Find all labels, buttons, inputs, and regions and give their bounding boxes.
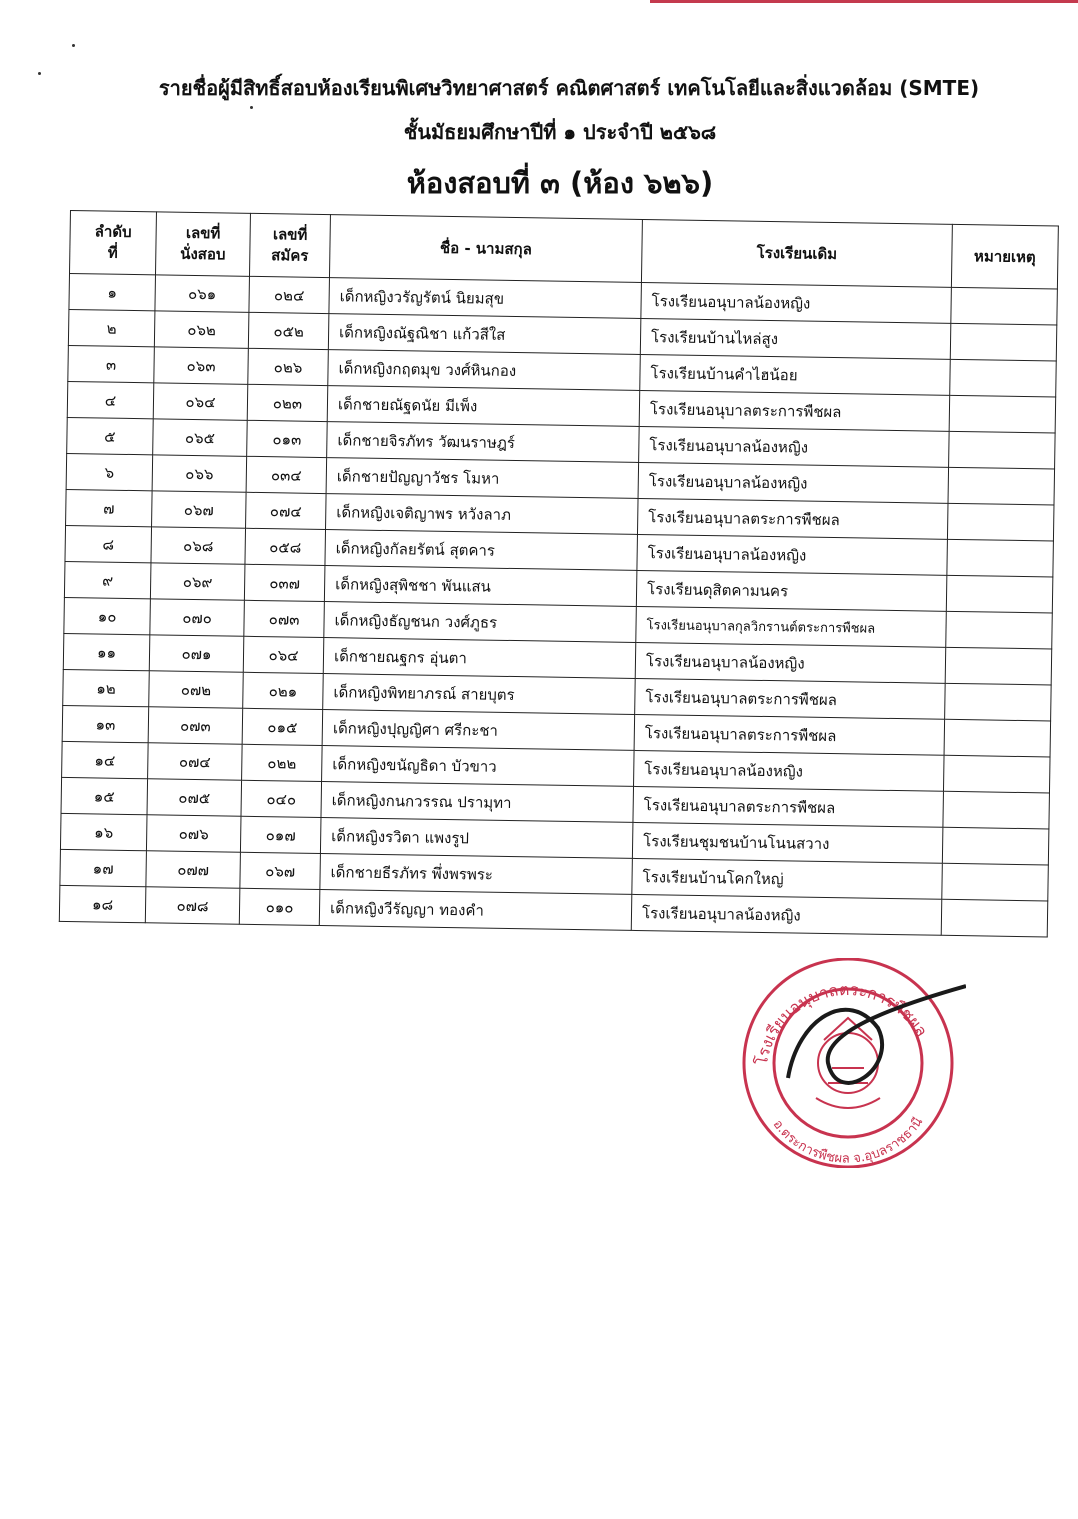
header-app-line2: สมัคร bbox=[271, 246, 309, 265]
cell-former-school: โรงเรียนบ้านคำไฮน้อย bbox=[640, 354, 951, 395]
cell-student-name: เด็กหญิงธัญชนก วงศ์ภูธร bbox=[324, 602, 637, 643]
cell-seat-number: ๐๖๙ bbox=[150, 563, 245, 600]
cell-former-school: โรงเรียนบ้านโคกใหญ่ bbox=[632, 858, 943, 899]
cell-student-name: เด็กหญิงขนัญธิดา บัวขาว bbox=[322, 746, 635, 787]
cell-remark bbox=[943, 791, 1050, 829]
header-name: ชื่อ - นามสกุล bbox=[329, 215, 642, 283]
cell-remark bbox=[941, 899, 1048, 937]
cell-remark bbox=[945, 683, 1052, 721]
cell-order: ๓ bbox=[68, 345, 155, 382]
cell-remark bbox=[947, 539, 1054, 577]
cell-remark bbox=[945, 647, 1052, 685]
cell-application-number: ๐๑๐ bbox=[239, 888, 320, 925]
cell-application-number: ๐๗๔ bbox=[246, 492, 327, 529]
header-remark: หมายเหตุ bbox=[951, 224, 1058, 289]
header-order-line1: ลำดับ bbox=[94, 222, 132, 241]
cell-order: ๙ bbox=[64, 561, 151, 598]
cell-seat-number: ๐๖๔ bbox=[153, 383, 248, 420]
exam-room-heading: ห้องสอบที่ ๓ (ห้อง ๖๒๖) bbox=[406, 166, 714, 200]
cell-student-name: เด็กหญิงรวิตา แพงรูป bbox=[320, 818, 633, 859]
signature-stroke bbox=[788, 986, 966, 1083]
cell-former-school: โรงเรียนอนุบาลน้องหญิง bbox=[635, 642, 946, 683]
header-app-line1: เลขที่ bbox=[272, 225, 308, 244]
cell-order: ๑๒ bbox=[63, 669, 150, 706]
cell-student-name: เด็กหญิงกัลยรัตน์ สุตคาร bbox=[325, 530, 638, 571]
cell-seat-number: ๐๗๗ bbox=[146, 851, 241, 888]
cell-student-name: เด็กหญิงกฤตมุข วงศ์หินกอง bbox=[328, 350, 641, 391]
cell-student-name: เด็กชายณฐกร อุ่นตา bbox=[323, 638, 636, 679]
cell-student-name: เด็กชายณัฐดนัย มีเพ็ง bbox=[327, 386, 640, 427]
cell-remark bbox=[950, 359, 1057, 397]
cell-order: ๘ bbox=[65, 525, 152, 562]
student-table bbox=[59, 210, 1059, 937]
cell-order: ๖ bbox=[66, 453, 153, 490]
cell-former-school: โรงเรียนอนุบาลตระการพืชผล bbox=[637, 498, 948, 539]
cell-remark bbox=[947, 503, 1054, 541]
cell-application-number: ๐๓๔ bbox=[246, 456, 327, 493]
cell-order: ๕ bbox=[67, 417, 154, 454]
cell-application-number: ๐๒๔ bbox=[249, 276, 330, 313]
cell-former-school: โรงเรียนอนุบาลน้องหญิง bbox=[638, 462, 949, 503]
cell-student-name: เด็กหญิงวีรัญญา ทองคำ bbox=[319, 890, 632, 931]
cell-seat-number: ๐๗๔ bbox=[148, 743, 243, 780]
cell-former-school: โรงเรียนอนุบาลตระการพืชผล bbox=[634, 714, 945, 755]
cell-student-name: เด็กหญิงเจติญาพร หวังลาภ bbox=[326, 494, 639, 535]
cell-remark bbox=[951, 287, 1058, 325]
cell-order: ๑๖ bbox=[60, 813, 147, 850]
cell-seat-number: ๐๗๒ bbox=[149, 671, 244, 708]
cell-former-school: โรงเรียนอนุบาลน้องหญิง bbox=[631, 894, 942, 935]
cell-former-school: โรงเรียนอนุบาลน้องหญิง bbox=[637, 534, 948, 575]
cell-order: ๑ bbox=[69, 274, 156, 311]
cell-order: ๗ bbox=[66, 489, 153, 526]
seal-text-top-path: โรงเรียนอนุบาลตระการพืชผล bbox=[751, 979, 932, 1067]
header-seat-line2: นั่งสอบ bbox=[180, 244, 226, 264]
student-table-wrapper bbox=[59, 210, 1058, 937]
cell-application-number: ๐๒๒ bbox=[242, 744, 323, 781]
cell-application-number: ๐๒๓ bbox=[247, 384, 328, 421]
cell-seat-number: ๐๖๗ bbox=[152, 491, 247, 528]
cell-remark bbox=[942, 827, 1049, 865]
cell-former-school: โรงเรียนอนุบาลตระการพืชผล bbox=[633, 786, 944, 827]
cell-seat-number: ๐๗๕ bbox=[147, 779, 242, 816]
speck bbox=[38, 72, 41, 75]
top-edge-mark bbox=[650, 0, 1078, 3]
header-order-line2: ที่ bbox=[107, 243, 118, 262]
header-seat-number bbox=[155, 212, 250, 276]
cell-remark bbox=[950, 323, 1057, 361]
cell-student-name: เด็กชายธีรภัทร พึ่งพรพระ bbox=[320, 854, 633, 895]
cell-application-number: ๐๗๓ bbox=[244, 600, 325, 637]
cell-application-number: ๐๓๗ bbox=[244, 564, 325, 601]
cell-remark bbox=[949, 431, 1056, 469]
cell-application-number: ๐๒๑ bbox=[243, 672, 324, 709]
cell-order: ๒ bbox=[68, 309, 155, 346]
cell-order: ๑๐ bbox=[64, 597, 151, 634]
header-school: โรงเรียนเดิม bbox=[641, 219, 952, 287]
cell-former-school: โรงเรียนอนุบาลตระการพืชผล bbox=[635, 678, 946, 719]
cell-seat-number: ๐๖๕ bbox=[153, 419, 248, 456]
cell-former-school: โรงเรียนดุสิตคามนคร bbox=[636, 570, 947, 611]
cell-former-school: โรงเรียนชุมชนบ้านโนนสวาง bbox=[632, 822, 943, 863]
header-application-number bbox=[249, 213, 330, 277]
seal-text-bottom-path: อ.ตระการพืชผล จ.อุบลราชธานี bbox=[769, 1114, 927, 1167]
cell-student-name: เด็กชายจิรภัทร วัฒนราษฎร์ bbox=[327, 422, 640, 463]
seal-text-bottom bbox=[770, 1114, 927, 1166]
cell-former-school: โรงเรียนอนุบาลกุลวิกรานต์ตระการพืชผล bbox=[636, 606, 947, 647]
cell-remark bbox=[948, 467, 1055, 505]
school-seal bbox=[728, 958, 966, 1168]
cell-former-school: โรงเรียนอนุบาลน้องหญิง bbox=[641, 282, 952, 323]
cell-seat-number: ๐๗๘ bbox=[145, 887, 240, 924]
cell-student-name: เด็กชายปัญญาวัชร โมหา bbox=[326, 458, 639, 499]
cell-student-name: เด็กหญิงณัฐณิชา แก้วสีใส bbox=[328, 314, 641, 355]
cell-application-number: ๐๕๒ bbox=[248, 312, 329, 349]
cell-remark bbox=[949, 395, 1056, 433]
cell-order: ๑๓ bbox=[62, 705, 149, 742]
cell-application-number: ๐๑๗ bbox=[240, 816, 321, 853]
cell-former-school: โรงเรียนบ้านไหล่สูง bbox=[640, 318, 951, 359]
cell-seat-number: ๐๖๑ bbox=[155, 275, 250, 312]
header-seat-line1: เลขที่ bbox=[185, 223, 221, 243]
cell-application-number: ๐๒๖ bbox=[248, 348, 329, 385]
cell-seat-number: ๐๗๓ bbox=[148, 707, 243, 744]
cell-remark bbox=[944, 719, 1051, 757]
cell-seat-number: ๐๖๒ bbox=[154, 311, 249, 348]
header-order bbox=[70, 211, 157, 275]
cell-order: ๑๕ bbox=[61, 777, 148, 814]
cell-application-number: ๐๑๕ bbox=[242, 708, 323, 745]
cell-remark bbox=[942, 863, 1049, 901]
cell-remark bbox=[943, 755, 1050, 793]
cell-former-school: โรงเรียนอนุบาลน้องหญิง bbox=[634, 750, 945, 791]
cell-seat-number: ๐๖๖ bbox=[152, 455, 247, 492]
cell-student-name: เด็กหญิงสุพิชชา พันแสน bbox=[324, 566, 637, 607]
cell-seat-number: ๐๗๑ bbox=[149, 635, 244, 672]
cell-former-school: โรงเรียนอนุบาลน้องหญิง bbox=[639, 426, 950, 467]
cell-remark bbox=[946, 611, 1053, 649]
document-subtitle: ชั้นมัธยมศึกษาปีที่ ๑ ประจำปี ๒๕๖๘ bbox=[403, 120, 717, 144]
cell-application-number: ๐๑๓ bbox=[247, 420, 328, 457]
cell-order: ๑๗ bbox=[60, 849, 147, 886]
cell-seat-number: ๐๖๘ bbox=[151, 527, 246, 564]
cell-remark bbox=[946, 575, 1053, 613]
cell-order: ๔ bbox=[67, 381, 154, 418]
speck bbox=[72, 44, 75, 47]
cell-seat-number: ๐๗๖ bbox=[146, 815, 241, 852]
cell-student-name: เด็กหญิงวรัญรัตน์ นิยมสุข bbox=[329, 278, 642, 319]
cell-student-name: เด็กหญิงพิทยาภรณ์ สายบุตร bbox=[323, 674, 636, 715]
cell-application-number: ๐๕๘ bbox=[245, 528, 326, 565]
cell-application-number: ๐๖๗ bbox=[240, 852, 321, 889]
cell-seat-number: ๐๗๐ bbox=[150, 599, 245, 636]
seal-text-top bbox=[752, 980, 932, 1067]
document-title: รายชื่อผู้มีสิทธิ์สอบห้องเรียนพิเศษวิทยาศาสตร์ คณิตศาสตร์ เทคโนโลยีและสิ่งแวดล้อม (SMTE) bbox=[158, 76, 980, 100]
cell-former-school: โรงเรียนอนุบาลตระการพืชผล bbox=[639, 390, 950, 431]
cell-seat-number: ๐๖๓ bbox=[154, 347, 249, 384]
cell-student-name: เด็กหญิงปุญญิศา ศรีกะชา bbox=[322, 710, 635, 751]
cell-student-name: เด็กหญิงกนกวรรณ ปรามุทา bbox=[321, 782, 634, 823]
cell-application-number: ๐๔๐ bbox=[241, 780, 322, 817]
cell-application-number: ๐๖๔ bbox=[243, 636, 324, 673]
cell-order: ๑๘ bbox=[59, 885, 146, 922]
cell-order: ๑๔ bbox=[62, 741, 149, 778]
speck bbox=[250, 106, 253, 109]
cell-order: ๑๑ bbox=[63, 633, 150, 670]
table-body bbox=[59, 274, 1057, 937]
